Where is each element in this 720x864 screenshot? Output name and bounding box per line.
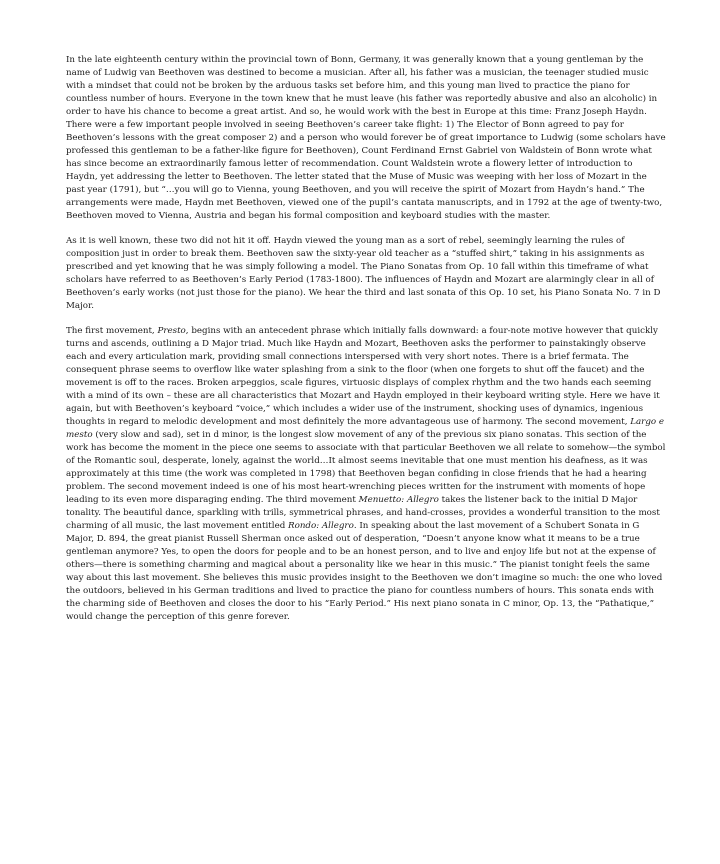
paragraph-text: In the late eighteenth century within the provincial town of Bonn, Germany, it was generally known that a young gentleman by the name of Ludwig van Beethoven was destined to become a musician. After all, his father was a musician, the teenager studied music with a mindset that could not be broken by the arduous tasks set before him, and this young man lived to practice the piano for countless number of hours. Everyone in the town knew that he must leave (his father was reportedly abusive and also an alcoholic) in order to have his chance to become a great artist. And so, he would work with the best in Europe at this time: Franz Joseph Haydn. There were a few important people involved in seeing Beethoven’s career take flight: 1) The Elector of Bonn agreed to pay for Beethoven’s lessons with the great composer 2) and a person who would forever be of great importance to Ludwig (some scholars have professed this gentleman to be a father-like figure for Beethoven), Count Ferdinand Ernst Gabriel von Waldstein of Bonn wrote what has since become an extraordinarily famous letter of recommendation. Count Waldstein wrote a flowery letter of introduction to Haydn, yet addressing the letter to Beethoven. The letter stated that the Muse of Music was weeping with her loss of Mozart in the past year (1791), but “…you will go to Vienna, young Beethoven, and you will receive the spirit of Mozart from Haydn’s hand.” The arrangements were made, Haydn met Beethoven, viewed one of the pupil’s cantata manuscripts, and in 1792 at the age of twenty-two, Beethoven moved to Vienna, Austria and began his formal composition and keyboard studies with the master. <box>66 55 666 221</box>
paragraph <box>66 54 666 223</box>
paragraph-text: (very slow and sad), set in d minor, is the longest slow movement of any of the previous six piano sonatas. This section of the work has become the moment in the piece one seems to associate with that particular Beethoven we all relate to somehow—the symbol of the Romantic soul, desperate, lonely, against the world…It almost seems inevitable that one must mention his deafness, as it was approximately at this time (the work was completed in 1798) that Beethoven began confiding in close friends that he had a hearing problem. The second movement indeed is one of his most heart-wrenching pieces written for the instrument with moments of hope leading to its even more disparaging ending. The third movement <box>66 430 666 505</box>
document-body <box>66 54 666 624</box>
italic-title-text: Presto <box>157 326 186 336</box>
paragraph-text: As it is well known, these two did not hit it off. Haydn viewed the young man as a sort of rebel, seemingly learning the rules of composition just in order to break them. Beethoven saw the sixty-year old teacher as a “stuffed shirt,” taking in his assignments as prescribed and yet knowing that he was simply following a model. The Piano Sonatas from Op. 10 fall within this timeframe of what scholars have referred to as Beethoven’s Early Period (1783-1800). The influences of Haydn and Mozart are alarmingly clear in all of Beethoven’s early works (not just those for the piano). We hear the third and last sonata of this Op. 10 set, his Piano Sonata No. 7 in D Major. <box>66 236 661 311</box>
paragraph-text: The first movement, <box>66 326 158 336</box>
paragraph <box>66 235 666 313</box>
paragraph <box>66 325 666 624</box>
italic-title-text: Menuetto: Allegro <box>358 495 439 505</box>
paragraph-text: takes the listener back to the initial D Major tonality. The beautiful dance, sparkling with trills, symmetrical phrases, and hand-crosses, provides a wonderful transition to the most charming of all music, the last movement entitled <box>66 495 660 531</box>
paragraph-text: . In speaking about the last movement of a Schubert Sonata in G Major, D. 894, the great pianist Russell Sherman once asked out of desperation, “Doesn’t anyone know what it means to be a true gentleman anymore? Yes, to open the doors for people and to be an honest person, and to live and enjoy life but not at the expense of others—there is something charming and magical about a personality like we hear in this music.” The pianist tonight feels the same way about this last movement. She believes this music provides insight to the Beethoven we don’t imagine so much: the one who loved the outdoors, believed in his German traditions and lived to practice the piano for countless numbers of hours. This sonata ends with the charming side of Beethoven and closes the door to his “Early Period.” His next piano sonata in C minor, Op. 13, the “Pathatique,” would change the perception of this genre forever. <box>66 521 663 622</box>
italic-title-text: Rondo: Allegro <box>288 521 354 531</box>
paragraph-text: , begins with an antecedent phrase which initially falls downward: a four-note motive however that quickly turns and ascends, outlining a D Major triad. Much like Haydn and Mozart, Beethoven asks the performer to painstakingly observe each and every articulation mark, providing small connections interspersed with very short notes. There is a brief fermata. The consequent phrase seems to overflow like water splashing from a sink to the floor (when one forgets to shut off the faucet) and the movement is off to the races. Broken arpeggios, scale figures, virtuosic displays of complex rhythm and the two hands each seeming with a mind of its own – these are all characteristics that Mozart and Haydn employed in their keyboard writing style. Here we have it again, but with Beethoven’s keyboard “voice,” which includes a wider use of the instrument, shocking uses of dynamics, ingenious thoughts in regard to melodic development and most definitely the more advantageous use of harmony. The second movement, <box>66 326 660 427</box>
italic-title-text: Largo e mesto <box>66 417 665 440</box>
